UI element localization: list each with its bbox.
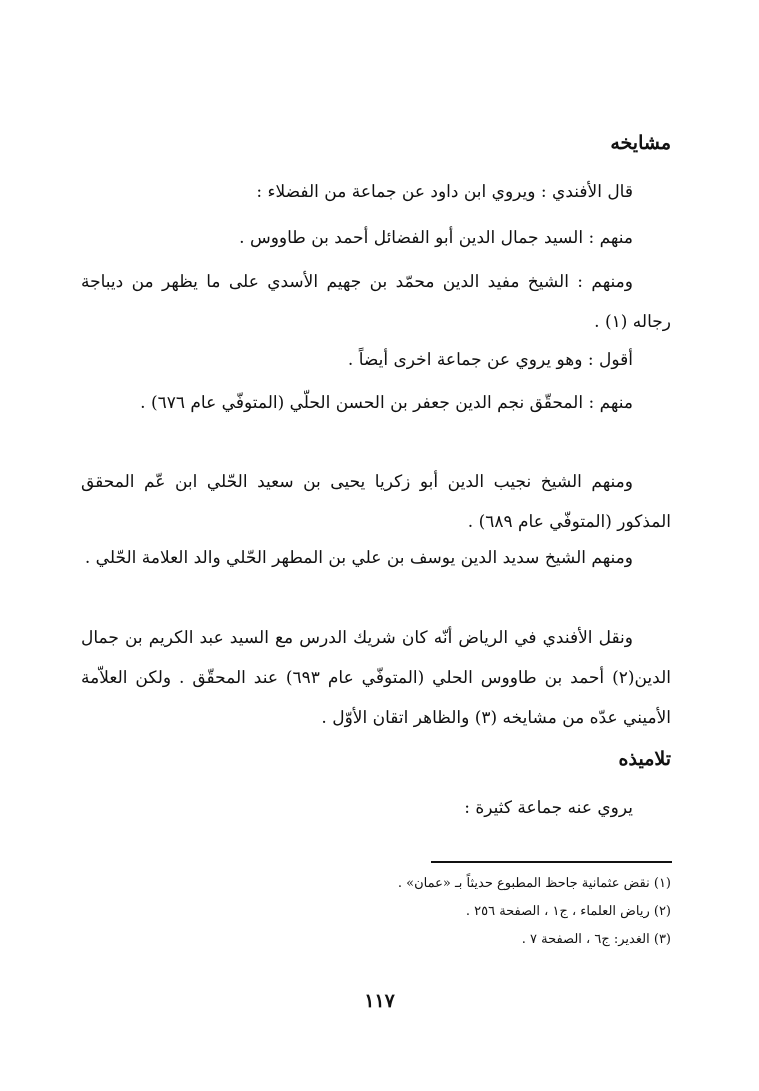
paragraph: أقول : وهو يروي عن جماعة اخرى أيضاً . bbox=[347, 350, 633, 370]
section-heading-students: تلاميذه bbox=[618, 748, 671, 770]
section-heading-teachers: مشايخه bbox=[610, 132, 671, 154]
paragraph: منهم : السيد جمال الدين أبو الفضائل أحمد بن طاووس . bbox=[239, 228, 633, 248]
paragraph: ونقل الأفندي في الرياض أنّه كان شريك الدرس مع السيد عبد الكريم بن جمال الدين(٢) أحمد بن طاووس الحلي (المتوفّي عام ٦٩٣) عند المحقّق . ولكن العلاّمة الأميني عدّه من مشايخه (٣) والظاهر اتقان الأوّل . bbox=[81, 628, 671, 728]
paragraph: منهم : المحقّق نجم الدين جعفر بن الحسن الحلّي (المتوفّي عام ٦٧٦) . bbox=[140, 393, 633, 413]
paragraph: يروي عنه جماعة كثيرة : bbox=[464, 798, 633, 818]
footnote: (١) نقض عثمانية جاحظ المطبوع حديثاً بـ «عمان» . bbox=[397, 876, 671, 891]
footnote: (٣) الغدير: ج٦ ، الصفحة ٧ . bbox=[521, 932, 671, 947]
paragraph: ومنهم الشيخ سديد الدين يوسف بن علي بن المطهر الحّلي والد العلامة الحّلي . bbox=[84, 548, 633, 568]
paragraph: قال الأفندي : ويروي ابن داود عن جماعة من الفضلاء : bbox=[256, 182, 633, 202]
footnote: (٢) رياض العلماء ، ج١ ، الصفحة ٢٥٦ . bbox=[465, 904, 671, 919]
paragraph: ومنهم الشيخ نجيب الدين أبو زكريا يحيى بن سعيد الحّلي ابن عّم المحقق المذكور (المتوفّي عام ٦٨٩) . bbox=[81, 472, 671, 532]
footnote-separator bbox=[431, 861, 672, 863]
paragraph: ومنهم : الشيخ مفيد الدين محمّد بن جهيم الأسدي على ما يظهر من ديباجة رجاله (١) . bbox=[81, 272, 671, 332]
page-number: ١١٧ bbox=[364, 990, 395, 1012]
